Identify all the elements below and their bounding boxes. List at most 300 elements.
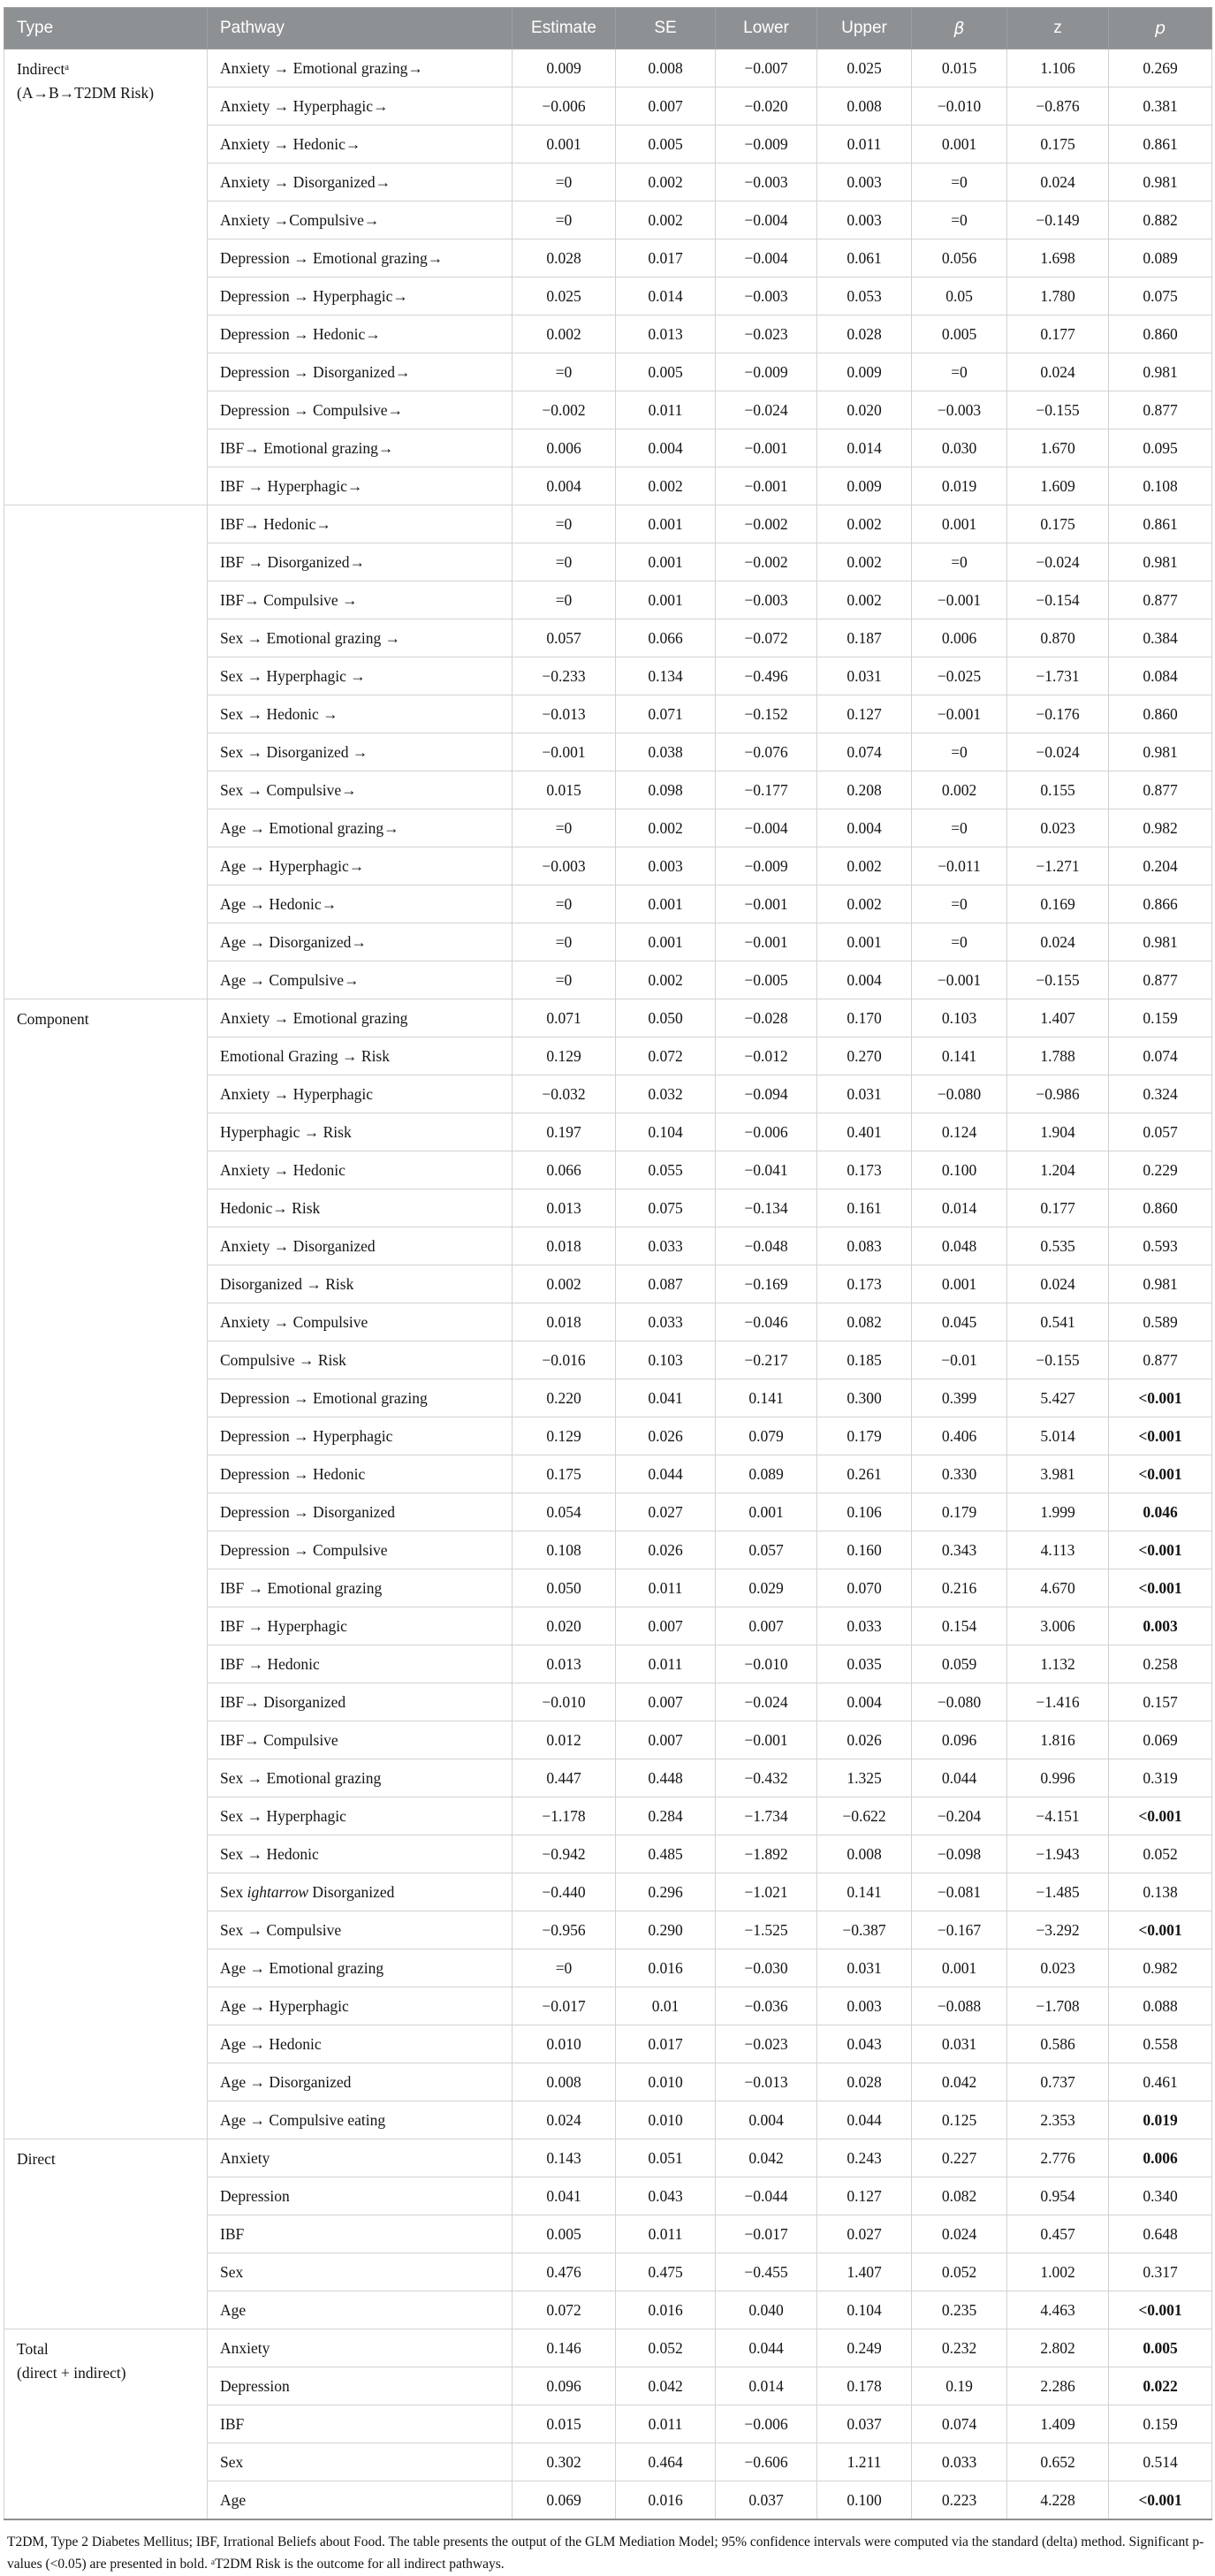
p-value: 0.381	[1109, 87, 1212, 125]
estimate-value: 0.108	[513, 1531, 616, 1569]
z-value: 0.175	[1007, 125, 1109, 163]
z-value: 0.586	[1007, 2025, 1109, 2063]
upper-value: 0.074	[817, 733, 912, 771]
lower-value: −0.072	[716, 619, 817, 657]
z-value: 4.113	[1007, 1531, 1109, 1569]
se-value: 0.011	[616, 1645, 716, 1683]
pathway-label: Age → Hyperphagic	[208, 1987, 513, 2025]
se-value: 0.011	[616, 391, 716, 429]
z-value: −0.176	[1007, 695, 1109, 733]
se-value: 0.014	[616, 277, 716, 315]
p-value: 0.046	[1109, 1493, 1212, 1531]
lower-value: −0.217	[716, 1341, 817, 1379]
upper-value: 0.249	[817, 2329, 912, 2367]
row-group-type-label	[4, 505, 208, 999]
estimate-value: 0.050	[513, 1569, 616, 1607]
se-value: 0.011	[616, 1569, 716, 1607]
col-header-pathway: Pathway	[208, 8, 513, 49]
se-value: 0.002	[616, 961, 716, 999]
beta-value: 0.330	[912, 1455, 1007, 1493]
upper-value: 0.002	[817, 505, 912, 543]
beta-value: =0	[912, 543, 1007, 581]
lower-value: −0.003	[716, 581, 817, 619]
upper-value: 0.043	[817, 2025, 912, 2063]
lower-value: 0.089	[716, 1455, 817, 1493]
beta-value: 0.406	[912, 1417, 1007, 1455]
pathway-label: Depression → Hyperphagic	[208, 1417, 513, 1455]
beta-value: −0.204	[912, 1797, 1007, 1835]
z-value: 1.999	[1007, 1493, 1109, 1531]
p-value: 0.069	[1109, 1721, 1212, 1759]
se-value: 0.098	[616, 771, 716, 809]
p-value: 0.981	[1109, 1265, 1212, 1303]
upper-value: 0.031	[817, 1949, 912, 1987]
upper-value: 1.407	[817, 2253, 912, 2291]
z-value: 0.155	[1007, 771, 1109, 809]
estimate-value: 0.096	[513, 2367, 616, 2405]
beta-value: 0.002	[912, 771, 1007, 809]
pathway-label: Anxiety → Hedonic	[208, 1151, 513, 1189]
beta-value: 0.024	[912, 2215, 1007, 2253]
upper-value: 0.031	[817, 1075, 912, 1113]
lower-value: −0.009	[716, 353, 817, 391]
se-value: 0.071	[616, 695, 716, 733]
se-value: 0.044	[616, 1455, 716, 1493]
lower-value: −0.006	[716, 2405, 817, 2443]
beta-value: 0.05	[912, 277, 1007, 315]
se-value: 0.464	[616, 2443, 716, 2481]
z-value: 2.776	[1007, 2139, 1109, 2177]
z-value: 1.609	[1007, 467, 1109, 505]
z-value: 0.169	[1007, 885, 1109, 923]
estimate-value: 0.175	[513, 1455, 616, 1493]
se-value: 0.001	[616, 581, 716, 619]
se-value: 0.042	[616, 2367, 716, 2405]
beta-value: −0.010	[912, 87, 1007, 125]
beta-value: 0.103	[912, 999, 1007, 1037]
p-value: <0.001	[1109, 1569, 1212, 1607]
upper-value: 0.061	[817, 239, 912, 277]
lower-value: −0.004	[716, 809, 817, 847]
p-value: 0.269	[1109, 49, 1212, 87]
beta-value: −0.080	[912, 1683, 1007, 1721]
pathway-label: Age → Emotional grazing	[208, 1949, 513, 1987]
beta-value: 0.216	[912, 1569, 1007, 1607]
beta-value: 0.033	[912, 2443, 1007, 2481]
pathway-label: Sex ightarrow Disorganized	[208, 1873, 513, 1911]
p-value: <0.001	[1109, 1911, 1212, 1949]
p-value: 0.084	[1109, 657, 1212, 695]
estimate-value: 0.041	[513, 2177, 616, 2215]
z-value: 1.132	[1007, 1645, 1109, 1683]
upper-value: 0.002	[817, 847, 912, 885]
pathway-label: Anxiety → Hyperphagic→	[208, 87, 513, 125]
lower-value: −1.525	[716, 1911, 817, 1949]
beta-value: −0.001	[912, 581, 1007, 619]
z-value: 1.816	[1007, 1721, 1109, 1759]
pathway-label: Emotional Grazing → Risk	[208, 1037, 513, 1075]
p-value: 0.593	[1109, 1227, 1212, 1265]
pathway-label: Age	[208, 2481, 513, 2520]
beta-value: 0.042	[912, 2063, 1007, 2101]
upper-value: 0.004	[817, 809, 912, 847]
lower-value: −0.169	[716, 1265, 817, 1303]
estimate-value: −1.178	[513, 1797, 616, 1835]
estimate-value: −0.010	[513, 1683, 616, 1721]
z-value: −1.708	[1007, 1987, 1109, 2025]
pathway-label: Sex → Disorganized →	[208, 733, 513, 771]
z-value: 4.463	[1007, 2291, 1109, 2329]
z-value: −3.292	[1007, 1911, 1109, 1949]
row-group-type-label: Indirectᵃ (A→B→T2DM Risk)	[4, 49, 208, 505]
p-value: 0.088	[1109, 1987, 1212, 2025]
lower-value: −0.010	[716, 1645, 817, 1683]
z-value: −4.151	[1007, 1797, 1109, 1835]
lower-value: −0.030	[716, 1949, 817, 1987]
upper-value: 0.002	[817, 581, 912, 619]
p-value: 0.860	[1109, 695, 1212, 733]
z-value: 1.106	[1007, 49, 1109, 87]
se-value: 0.033	[616, 1227, 716, 1265]
p-value: 0.052	[1109, 1835, 1212, 1873]
p-value: <0.001	[1109, 1531, 1212, 1569]
lower-value: −0.094	[716, 1075, 817, 1113]
z-value: −0.149	[1007, 201, 1109, 239]
pathway-label: Anxiety → Emotional grazing	[208, 999, 513, 1037]
pathway-label: IBF	[208, 2405, 513, 2443]
z-value: 0.541	[1007, 1303, 1109, 1341]
p-value: 0.981	[1109, 163, 1212, 201]
p-value: <0.001	[1109, 1379, 1212, 1417]
lower-value: 0.029	[716, 1569, 817, 1607]
upper-value: 0.100	[817, 2481, 912, 2520]
upper-value: 0.037	[817, 2405, 912, 2443]
se-value: 0.027	[616, 1493, 716, 1531]
z-value: 1.780	[1007, 277, 1109, 315]
beta-value: 0.227	[912, 2139, 1007, 2177]
pathway-label: Depression → Hedonic	[208, 1455, 513, 1493]
p-value: 0.861	[1109, 505, 1212, 543]
col-header-beta: β	[912, 8, 1007, 49]
beta-value: 0.232	[912, 2329, 1007, 2367]
se-value: 0.008	[616, 49, 716, 87]
estimate-value: 0.013	[513, 1189, 616, 1227]
pathway-label: Depression	[208, 2177, 513, 2215]
estimate-value: 0.004	[513, 467, 616, 505]
se-value: 0.026	[616, 1531, 716, 1569]
z-value: 0.177	[1007, 1189, 1109, 1227]
row-group-type-label: Direct	[4, 2139, 208, 2329]
estimate-value: 0.071	[513, 999, 616, 1037]
lower-value: −0.606	[716, 2443, 817, 2481]
estimate-value: =0	[513, 505, 616, 543]
beta-value: 0.052	[912, 2253, 1007, 2291]
pathway-label: Anxiety → Compulsive	[208, 1303, 513, 1341]
upper-value: 0.003	[817, 201, 912, 239]
pathway-label: Sex → Hedonic	[208, 1835, 513, 1873]
se-value: 0.016	[616, 2291, 716, 2329]
se-value: 0.017	[616, 239, 716, 277]
lower-value: −0.004	[716, 201, 817, 239]
p-value: 0.138	[1109, 1873, 1212, 1911]
se-value: 0.103	[616, 1341, 716, 1379]
lower-value: 0.014	[716, 2367, 817, 2405]
estimate-value: 0.069	[513, 2481, 616, 2520]
lower-value: −0.007	[716, 49, 817, 87]
z-value: 1.409	[1007, 2405, 1109, 2443]
upper-value: 0.003	[817, 1987, 912, 2025]
mediation-table	[4, 7, 1212, 2520]
estimate-value: −0.440	[513, 1873, 616, 1911]
lower-value: −0.005	[716, 961, 817, 999]
pathway-label: IBF→ Emotional grazing→	[208, 429, 513, 467]
beta-value: 0.014	[912, 1189, 1007, 1227]
pathway-label: IBF → Disorganized→	[208, 543, 513, 581]
col-header-upper: Upper	[817, 8, 912, 49]
z-value: −0.024	[1007, 543, 1109, 581]
beta-value: =0	[912, 923, 1007, 961]
p-value: 0.558	[1109, 2025, 1212, 2063]
lower-value: 0.004	[716, 2101, 817, 2139]
pathway-label: Sex → Compulsive→	[208, 771, 513, 809]
se-value: 0.010	[616, 2101, 716, 2139]
p-value: 0.159	[1109, 999, 1212, 1037]
beta-value: =0	[912, 163, 1007, 201]
pathway-label: Depression → Compulsive	[208, 1531, 513, 1569]
z-value: 0.024	[1007, 163, 1109, 201]
beta-value: =0	[912, 885, 1007, 923]
upper-value: 0.026	[817, 1721, 912, 1759]
p-value: 0.317	[1109, 2253, 1212, 2291]
upper-value: 0.401	[817, 1113, 912, 1151]
beta-value: 0.059	[912, 1645, 1007, 1683]
upper-value: 0.173	[817, 1265, 912, 1303]
se-value: 0.013	[616, 315, 716, 353]
beta-value: 0.124	[912, 1113, 1007, 1151]
z-value: 1.788	[1007, 1037, 1109, 1075]
p-value: 0.229	[1109, 1151, 1212, 1189]
estimate-value: 0.012	[513, 1721, 616, 1759]
beta-value: 0.179	[912, 1493, 1007, 1531]
lower-value: −0.152	[716, 695, 817, 733]
se-value: 0.051	[616, 2139, 716, 2177]
col-header-lower: Lower	[716, 8, 817, 49]
beta-value: 0.001	[912, 1265, 1007, 1303]
estimate-value: 0.006	[513, 429, 616, 467]
beta-value: 0.001	[912, 505, 1007, 543]
z-value: 2.353	[1007, 2101, 1109, 2139]
pathway-label: IBF	[208, 2215, 513, 2253]
pathway-label: Sex	[208, 2443, 513, 2481]
p-value: 0.877	[1109, 771, 1212, 809]
beta-value: −0.01	[912, 1341, 1007, 1379]
p-value: 0.981	[1109, 923, 1212, 961]
se-value: 0.052	[616, 2329, 716, 2367]
lower-value: −0.009	[716, 847, 817, 885]
upper-value: 0.028	[817, 2063, 912, 2101]
beta-value: 0.399	[912, 1379, 1007, 1417]
pathway-label: Anxiety →Compulsive→	[208, 201, 513, 239]
p-value: <0.001	[1109, 1797, 1212, 1835]
lower-value: −0.024	[716, 1683, 817, 1721]
upper-value: 0.053	[817, 277, 912, 315]
p-value: 0.340	[1109, 2177, 1212, 2215]
lower-value: 0.079	[716, 1417, 817, 1455]
estimate-value: 0.143	[513, 2139, 616, 2177]
z-value: 4.228	[1007, 2481, 1109, 2520]
lower-value: −0.023	[716, 2025, 817, 2063]
lower-value: −0.134	[716, 1189, 817, 1227]
pathway-label: IBF→ Disorganized	[208, 1683, 513, 1721]
lower-value: −0.028	[716, 999, 817, 1037]
p-value: 0.981	[1109, 353, 1212, 391]
p-value: <0.001	[1109, 2291, 1212, 2329]
estimate-value: 0.002	[513, 315, 616, 353]
upper-value: 0.173	[817, 1151, 912, 1189]
estimate-value: =0	[513, 1949, 616, 1987]
estimate-value: 0.010	[513, 2025, 616, 2063]
pathway-label: Depression	[208, 2367, 513, 2405]
p-value: 0.159	[1109, 2405, 1212, 2443]
p-value: 0.461	[1109, 2063, 1212, 2101]
p-value: 0.860	[1109, 315, 1212, 353]
lower-value: −1.734	[716, 1797, 817, 1835]
p-value: 0.324	[1109, 1075, 1212, 1113]
estimate-value: 0.066	[513, 1151, 616, 1189]
p-value: 0.258	[1109, 1645, 1212, 1683]
estimate-value: 0.146	[513, 2329, 616, 2367]
p-value: 0.877	[1109, 581, 1212, 619]
col-header-estimate: Estimate	[513, 8, 616, 49]
estimate-value: =0	[513, 581, 616, 619]
z-value: 1.670	[1007, 429, 1109, 467]
estimate-value: 0.005	[513, 2215, 616, 2253]
upper-value: 0.009	[817, 353, 912, 391]
z-value: 0.996	[1007, 1759, 1109, 1797]
lower-value: 0.042	[716, 2139, 817, 2177]
se-value: 0.016	[616, 2481, 716, 2520]
pathway-label: Depression → Hyperphagic→	[208, 277, 513, 315]
upper-value: 0.033	[817, 1607, 912, 1645]
se-value: 0.087	[616, 1265, 716, 1303]
lower-value: −0.006	[716, 1113, 817, 1151]
beta-value: −0.080	[912, 1075, 1007, 1113]
z-value: −0.024	[1007, 733, 1109, 771]
z-value: 0.737	[1007, 2063, 1109, 2101]
estimate-value: −0.016	[513, 1341, 616, 1379]
lower-value: −0.048	[716, 1227, 817, 1265]
p-value: 0.074	[1109, 1037, 1212, 1075]
p-value: 0.981	[1109, 733, 1212, 771]
se-value: 0.448	[616, 1759, 716, 1797]
z-value: 3.006	[1007, 1607, 1109, 1645]
upper-value: 0.082	[817, 1303, 912, 1341]
estimate-value: −0.001	[513, 733, 616, 771]
p-value: 0.384	[1109, 619, 1212, 657]
lower-value: −0.044	[716, 2177, 817, 2215]
se-value: 0.050	[616, 999, 716, 1037]
se-value: 0.010	[616, 2063, 716, 2101]
lower-value: −0.009	[716, 125, 817, 163]
upper-value: 0.002	[817, 543, 912, 581]
p-value: 0.877	[1109, 391, 1212, 429]
beta-value: =0	[912, 201, 1007, 239]
table-footnote: T2DM, Type 2 Diabetes Mellitus; IBF, Irrational Beliefs about Food. The table presents the output of the GLM Mediation Model; 95% confidence intervals were computed via the standard (delta) method. Significant p-values (<0.05) are presented in bold. ᵃT2DM Risk is the outcome for all indirect pathways.	[7, 2534, 1204, 2572]
p-value: 0.022	[1109, 2367, 1212, 2405]
pathway-label: Anxiety → Disorganized→	[208, 163, 513, 201]
estimate-value: =0	[513, 809, 616, 847]
col-header-z: z	[1007, 8, 1109, 49]
lower-value: −0.023	[716, 315, 817, 353]
estimate-value: 0.020	[513, 1607, 616, 1645]
estimate-value: =0	[513, 923, 616, 961]
pathway-label: IBF → Emotional grazing	[208, 1569, 513, 1607]
p-value: 0.006	[1109, 2139, 1212, 2177]
se-value: 0.026	[616, 1417, 716, 1455]
pathway-label: Age → Hyperphagic→	[208, 847, 513, 885]
pathway-label: Sex	[208, 2253, 513, 2291]
pathway-label: Sex → Hyperphagic	[208, 1797, 513, 1835]
beta-value: 0.015	[912, 49, 1007, 87]
upper-value: 0.014	[817, 429, 912, 467]
p-value: 0.860	[1109, 1189, 1212, 1227]
pathway-label: Age → Disorganized	[208, 2063, 513, 2101]
z-value: −0.155	[1007, 961, 1109, 999]
upper-value: 0.127	[817, 2177, 912, 2215]
upper-value: 0.208	[817, 771, 912, 809]
z-value: 4.670	[1007, 1569, 1109, 1607]
estimate-value: 0.028	[513, 239, 616, 277]
se-value: 0.003	[616, 847, 716, 885]
se-value: 0.475	[616, 2253, 716, 2291]
pathway-label: Age → Hedonic→	[208, 885, 513, 923]
beta-value: −0.098	[912, 1835, 1007, 1873]
estimate-value: 0.072	[513, 2291, 616, 2329]
se-value: 0.055	[616, 1151, 716, 1189]
estimate-value: 0.024	[513, 2101, 616, 2139]
z-value: 5.014	[1007, 1417, 1109, 1455]
z-value: 0.175	[1007, 505, 1109, 543]
beta-value: 0.343	[912, 1531, 1007, 1569]
pathway-label: Sex → Compulsive	[208, 1911, 513, 1949]
pathway-label: Sex → Hyperphagic →	[208, 657, 513, 695]
upper-value: 0.035	[817, 1645, 912, 1683]
upper-value: 0.028	[817, 315, 912, 353]
z-value: −0.154	[1007, 581, 1109, 619]
p-value: 0.982	[1109, 809, 1212, 847]
upper-value: 0.161	[817, 1189, 912, 1227]
beta-value: 0.005	[912, 315, 1007, 353]
lower-value: −0.002	[716, 505, 817, 543]
estimate-value: 0.476	[513, 2253, 616, 2291]
pathway-label: Depression → Emotional grazing→	[208, 239, 513, 277]
z-value: 0.024	[1007, 923, 1109, 961]
z-value: 1.698	[1007, 239, 1109, 277]
se-value: 0.038	[616, 733, 716, 771]
estimate-value: −0.017	[513, 1987, 616, 2025]
z-value: 0.023	[1007, 1949, 1109, 1987]
pathway-label: Depression → Emotional grazing	[208, 1379, 513, 1417]
estimate-value: 0.025	[513, 277, 616, 315]
se-value: 0.016	[616, 1949, 716, 1987]
p-value: 0.019	[1109, 2101, 1212, 2139]
estimate-value: −0.013	[513, 695, 616, 733]
lower-value: −0.012	[716, 1037, 817, 1075]
beta-value: 0.031	[912, 2025, 1007, 2063]
lower-value: 0.040	[716, 2291, 817, 2329]
pathway-label: IBF→ Compulsive	[208, 1721, 513, 1759]
pathway-label: Depression → Hedonic→	[208, 315, 513, 353]
